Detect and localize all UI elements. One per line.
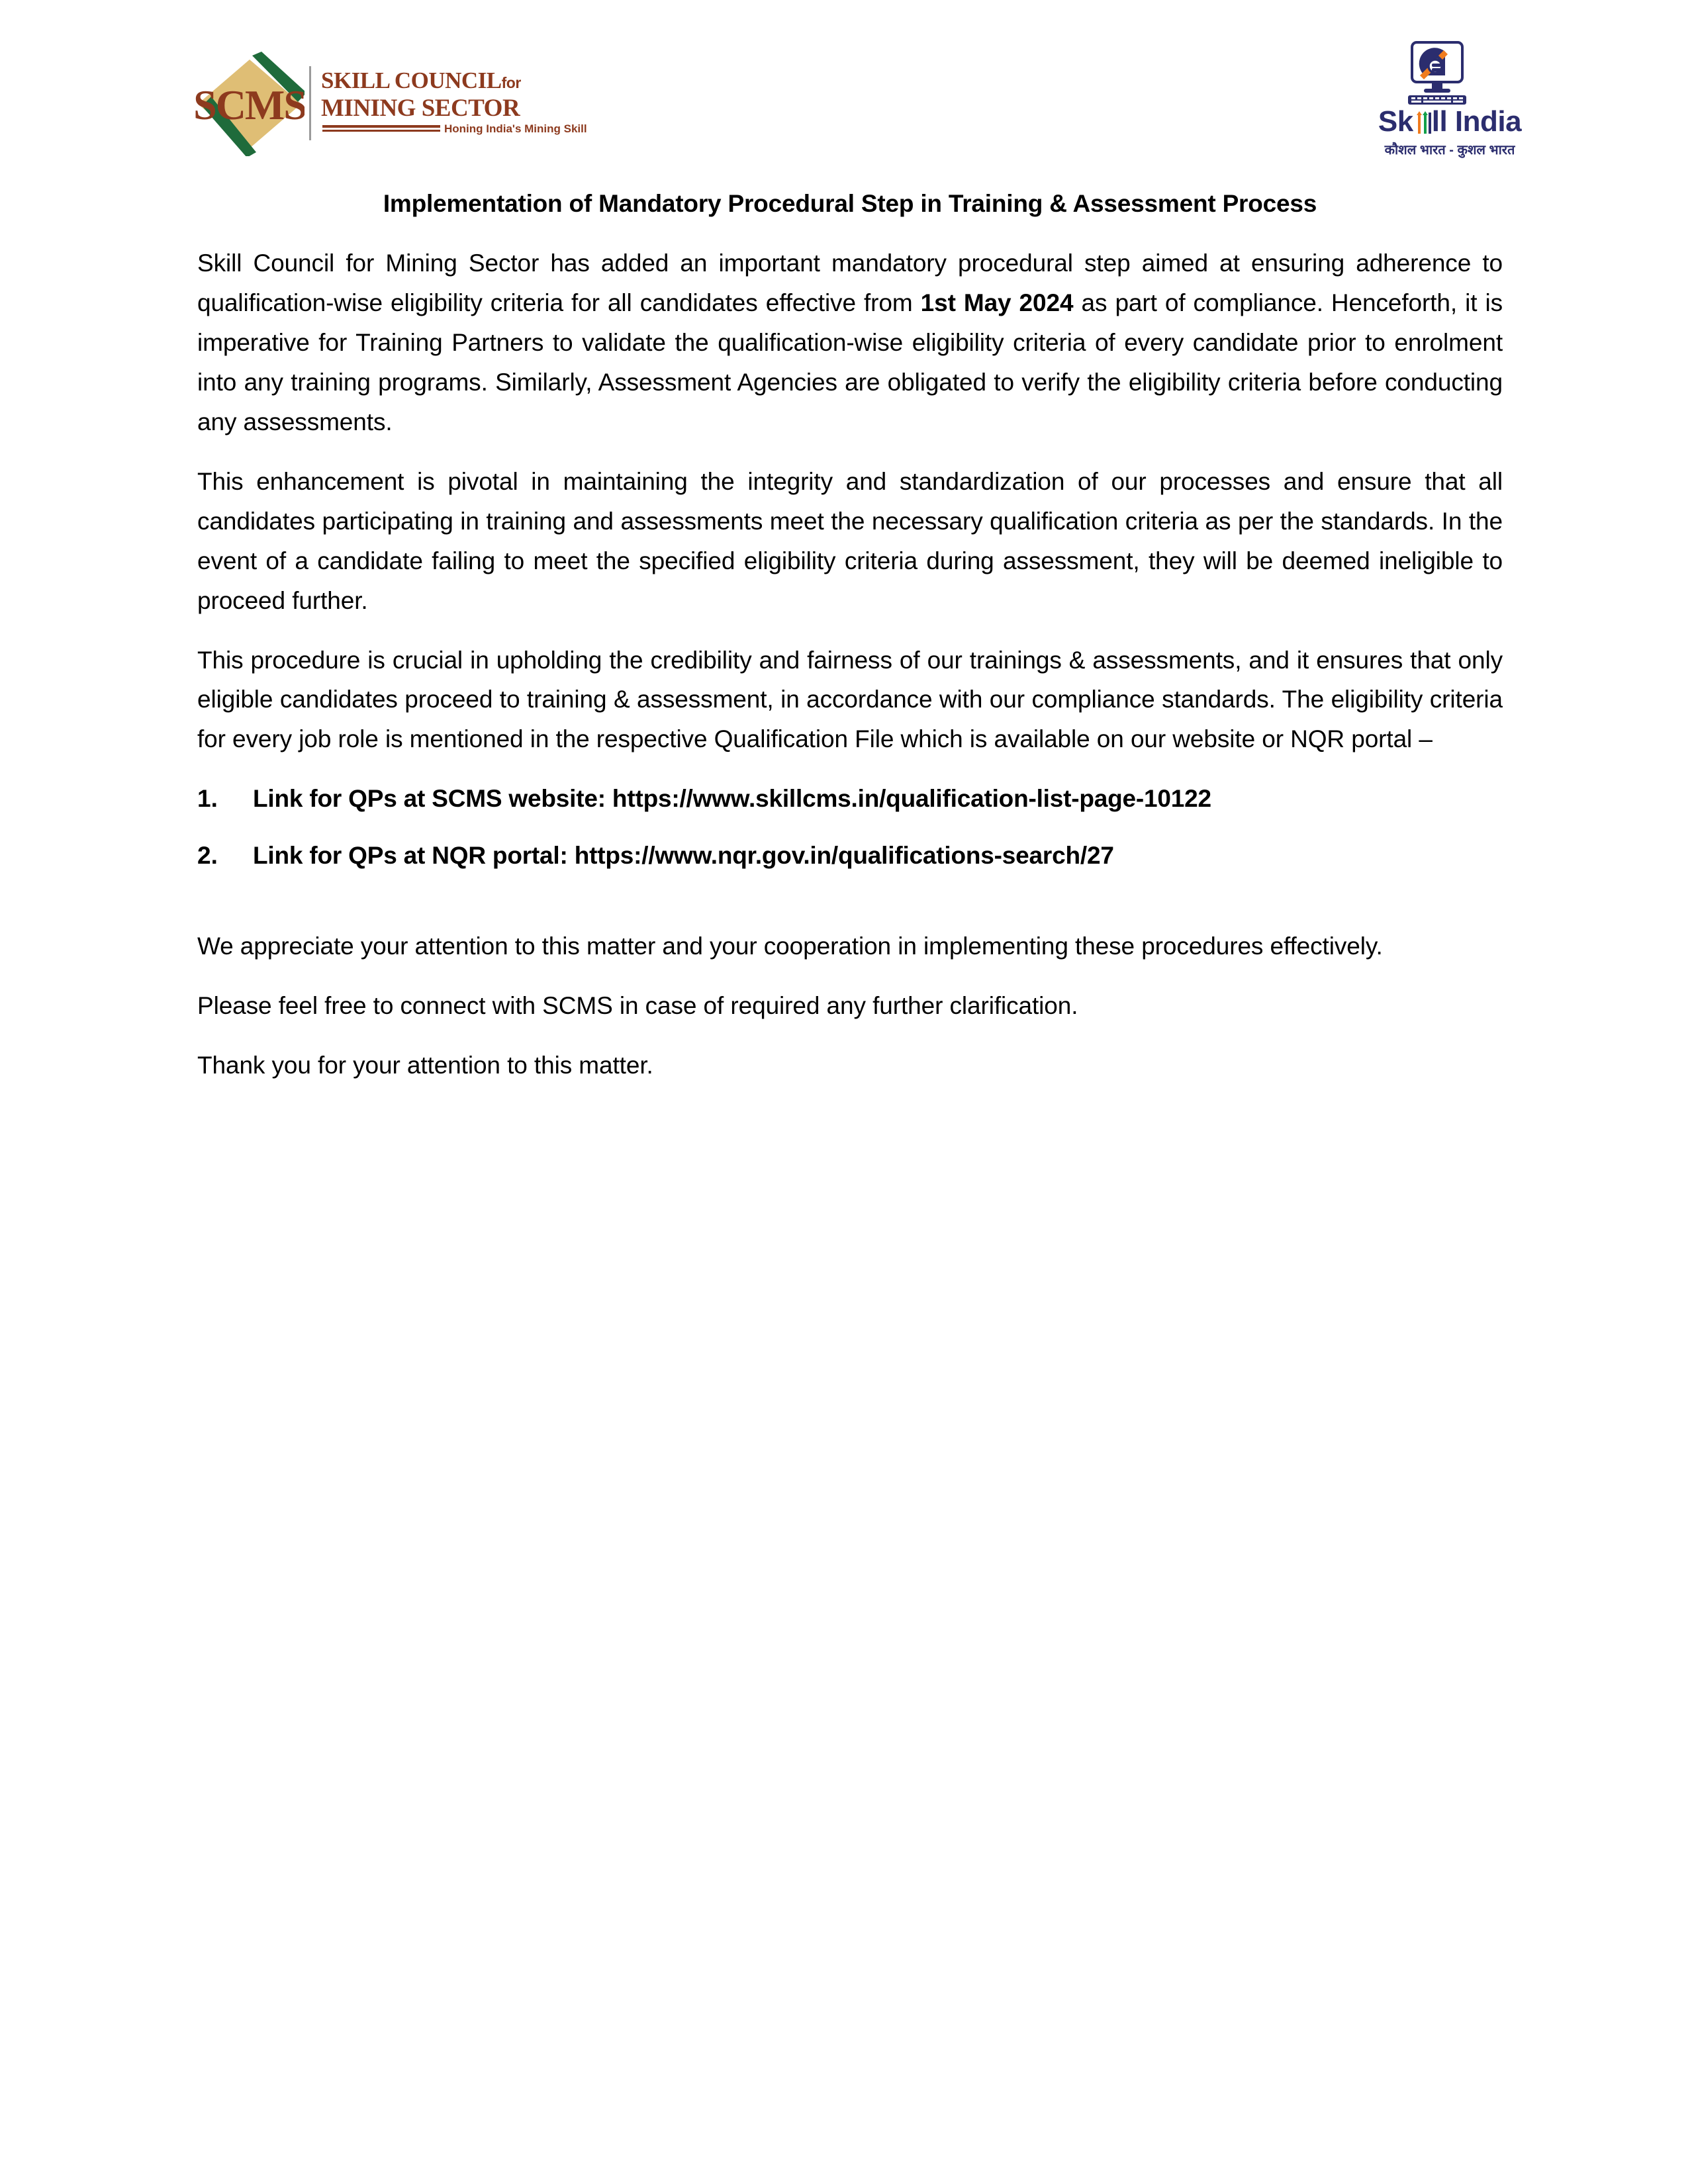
paragraph-1 <box>197 244 1503 442</box>
list-item-label[interactable]: Link for QPs at SCMS website: https://www.skillcms.in/qualification-list-page-10122 <box>253 785 1211 813</box>
page-title: Implementation of Mandatory Procedural Step in Training & Assessment Process <box>383 190 1317 217</box>
spacer <box>197 892 1503 927</box>
paragraph-4: We appreciate your attention to this matter and your cooperation in implementing these procedures effectively. <box>197 932 1383 960</box>
document-body <box>197 188 1503 1105</box>
paragraph-1-text-after: as part of compliance. Henceforth, it is imperative for Training Partners to validate the qualification-wise eligibility criteria of every candidate prior to enrolment into any training programs. Similarly, Assessment Agencies are obligated to verify the eligibility criteria before conducting any assessments. <box>197 289 1503 435</box>
svg-text:SCMS: SCMS <box>195 81 305 128</box>
monitor-with-fist-icon <box>1403 41 1472 106</box>
scms-logo <box>195 52 587 158</box>
document-header <box>0 0 1694 179</box>
paragraph-3: This procedure is crucial in upholding the credibility and fairness of our trainings & assessments, and it ensures that only eligible candidates proceed to training & assessment, in accordance with our compliance standards. The eligibility criteria for every job role is mentioned in the respective Qualification File which is available on our website or NQR portal – <box>197 646 1503 753</box>
scms-wordmark-line2: MINING SECTOR <box>321 95 520 122</box>
qp-links-list <box>197 779 1503 874</box>
list-item-label[interactable]: Link for QPs at NQR portal: https://www.nqr.gov.in/qualifications-search/27 <box>253 841 1114 869</box>
list-item-number: 1. <box>197 785 218 813</box>
scms-tagline: Honing India's Mining Skill <box>444 122 587 135</box>
scms-rule-top <box>322 125 440 128</box>
paragraph-6: Thank you for your attention to this matter. <box>197 1051 653 1079</box>
scms-rule-bottom <box>322 130 440 132</box>
list-item-number: 2. <box>197 841 218 869</box>
scms-logo-divider <box>309 66 311 140</box>
scms-wordmark-line1: SKILL COUNCILfor <box>321 68 521 93</box>
skill-india-logo <box>1374 41 1526 160</box>
list-item <box>197 779 1503 818</box>
effective-date: 1st May 2024 <box>920 289 1074 317</box>
paragraph-1-text-before: Skill Council for Mining Sector has added an important mandatory procedural step aimed at ensuring adherence to qualification-wise eligibility criteria for all candidates effective from <box>197 250 1503 317</box>
list-item <box>197 836 1503 875</box>
scms-diamond-mark-icon <box>195 52 305 156</box>
skill-india-hindi-tagline: कौशल भारत - कुशल भारत <box>1384 143 1515 158</box>
paragraph-2: This enhancement is pivotal in maintaining the integrity and standardization of our processes and ensure that all candidates participating in training and assessments meet the necessary qualification criteria as per the standards. In the event of a candidate failing to meet the specified eligibility criteria during assessment, they will be deemed ineligible to proceed further. <box>197 467 1503 614</box>
skill-india-wordmark: Sk ll India <box>1378 105 1522 138</box>
scms-wordmark <box>321 68 587 135</box>
tricolor-bars-icon <box>1413 110 1432 132</box>
scms-rule <box>321 122 587 135</box>
paragraph-5: Please feel free to connect with SCMS in case of required any further clarification. <box>197 991 1078 1019</box>
